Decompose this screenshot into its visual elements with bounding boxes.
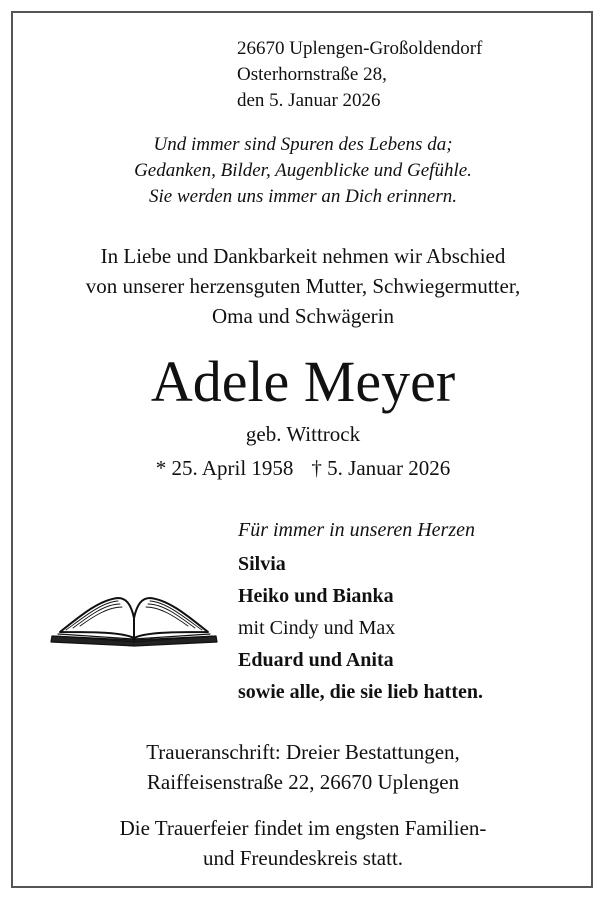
address-line-date: den 5. Januar 2026 — [237, 90, 381, 111]
farewell-line-2: von unserer herzensguten Mutter, Schwiegermutter, — [85, 274, 521, 298]
address-line-street: Osterhornstraße 28, — [237, 64, 387, 85]
mourner-all: sowie alle, die sie lieb hatten. — [238, 681, 483, 703]
mourning-address-line-2: Raiffeisenstraße 22, 26670 Uplengen — [146, 770, 460, 794]
ceremony-line-2: und Freundeskreis statt. — [202, 846, 404, 870]
open-book-icon — [46, 594, 222, 652]
birth-date: * 25. April 1958 — [155, 456, 294, 480]
mourner-silvia: Silvia — [238, 553, 286, 575]
deceased-name: Adele Meyer — [150, 349, 456, 414]
farewell-line-3: Oma und Schwägerin — [212, 304, 394, 328]
quote-line-3: Sie werden uns immer an Dich erinnern. — [149, 186, 457, 207]
farewell-line-1: In Liebe und Dankbarkeit nehmen wir Abschied — [100, 244, 506, 268]
mourners-list — [238, 514, 483, 708]
memorial-quote — [0, 132, 606, 210]
life-dates — [0, 454, 606, 482]
ceremony-note — [0, 813, 606, 873]
sender-address — [237, 36, 482, 114]
mourning-address — [0, 737, 606, 797]
family-heading: Für immer in unseren Herzen — [238, 519, 476, 541]
quote-line-1: Und immer sind Spuren des Lebens da; — [153, 134, 453, 155]
mourning-address-line-1: Traueranschrift: Dreier Bestattungen, — [146, 740, 460, 764]
birth-name: geb. Wittrock — [245, 422, 361, 446]
farewell-text — [0, 241, 606, 331]
ceremony-line-1: Die Trauerfeier findet im engsten Familien- — [119, 816, 487, 840]
address-line-place: 26670 Uplengen-Großoldendorf — [237, 38, 483, 59]
death-date: † 5. Januar 2026 — [311, 456, 451, 480]
quote-line-2: Gedanken, Bilder, Augenblicke und Gefühle. — [134, 160, 472, 181]
mourner-eduard-anita: Eduard und Anita — [238, 649, 394, 671]
mourner-heiko-bianka: Heiko und Bianka — [238, 585, 394, 607]
mourner-grandchildren: mit Cindy und Max — [238, 617, 396, 639]
